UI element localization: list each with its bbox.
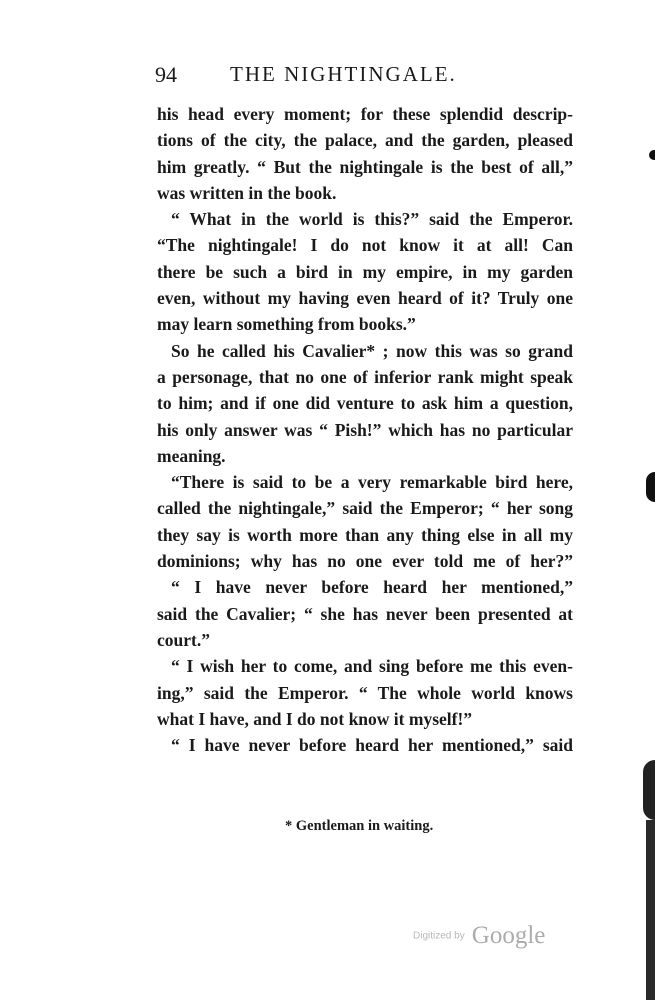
watermark-prefix: Digitized by: [413, 930, 465, 942]
page-edge-shadow: [646, 820, 655, 1000]
text-line: his only answer was “ Pish!” which has no particular: [157, 419, 573, 440]
text-line: “There is said to be a very remarkable bird here,: [171, 472, 573, 493]
text-line: said the Cavalier; “ she has never been presented at: [157, 603, 573, 624]
digitized-watermark: [413, 922, 545, 950]
text-line: dominions; why has no one ever told me of her?”: [157, 551, 573, 572]
text-line: So he called his Cavalier* ; now this was so grand: [171, 340, 573, 361]
text-line: “ I have never before heard her mentioned,” said: [171, 735, 573, 756]
page-number: 94: [155, 62, 177, 87]
running-title: THE NIGHTINGALE.: [230, 62, 457, 86]
footnote: * Gentleman in waiting.: [285, 818, 434, 834]
page-header: [155, 62, 575, 92]
text-line: a personage, that no one of inferior rank might speak: [157, 366, 573, 387]
watermark-brand: Google: [471, 922, 546, 949]
page-edge-mark: [643, 760, 655, 820]
text-line: to him; and if one did venture to ask him a question,: [157, 393, 573, 414]
text-line: “ I have never before heard her mentioned,”: [171, 577, 573, 598]
text-line: called the nightingale,” said the Emperor; “ her song: [157, 498, 573, 519]
text-line: meaning.: [157, 445, 226, 466]
text-line: ing,” said the Emperor. “ The whole world knows: [157, 682, 573, 703]
text-line: there be such a bird in my empire, in my garden: [157, 261, 573, 282]
body-text: [157, 101, 573, 758]
text-line: tions of the city, the palace, and the garden, pleased: [157, 130, 573, 151]
text-line: may learn something from books.”: [157, 314, 416, 335]
page-edge-mark: [649, 150, 655, 160]
text-line: was written in the book.: [157, 182, 337, 203]
text-line: “ What in the world is this?” said the Emperor.: [171, 209, 573, 230]
text-line: “ I wish her to come, and sing before me this even-: [171, 656, 573, 677]
text-line: even, without my having even heard of it? Truly one: [157, 288, 573, 309]
text-line: “The nightingale! I do not know it at all! Can: [157, 235, 573, 256]
text-line: court.”: [157, 629, 210, 650]
text-line: him greatly. “ But the nightingale is the best of all,”: [157, 156, 573, 177]
text-line: they say is worth more than any thing else in all my: [157, 524, 573, 545]
page-edge-mark: [646, 472, 655, 502]
text-line: what I have, and I do not know it myself!”: [157, 708, 473, 729]
text-line: his head every moment; for these splendid descrip-: [157, 104, 573, 124]
